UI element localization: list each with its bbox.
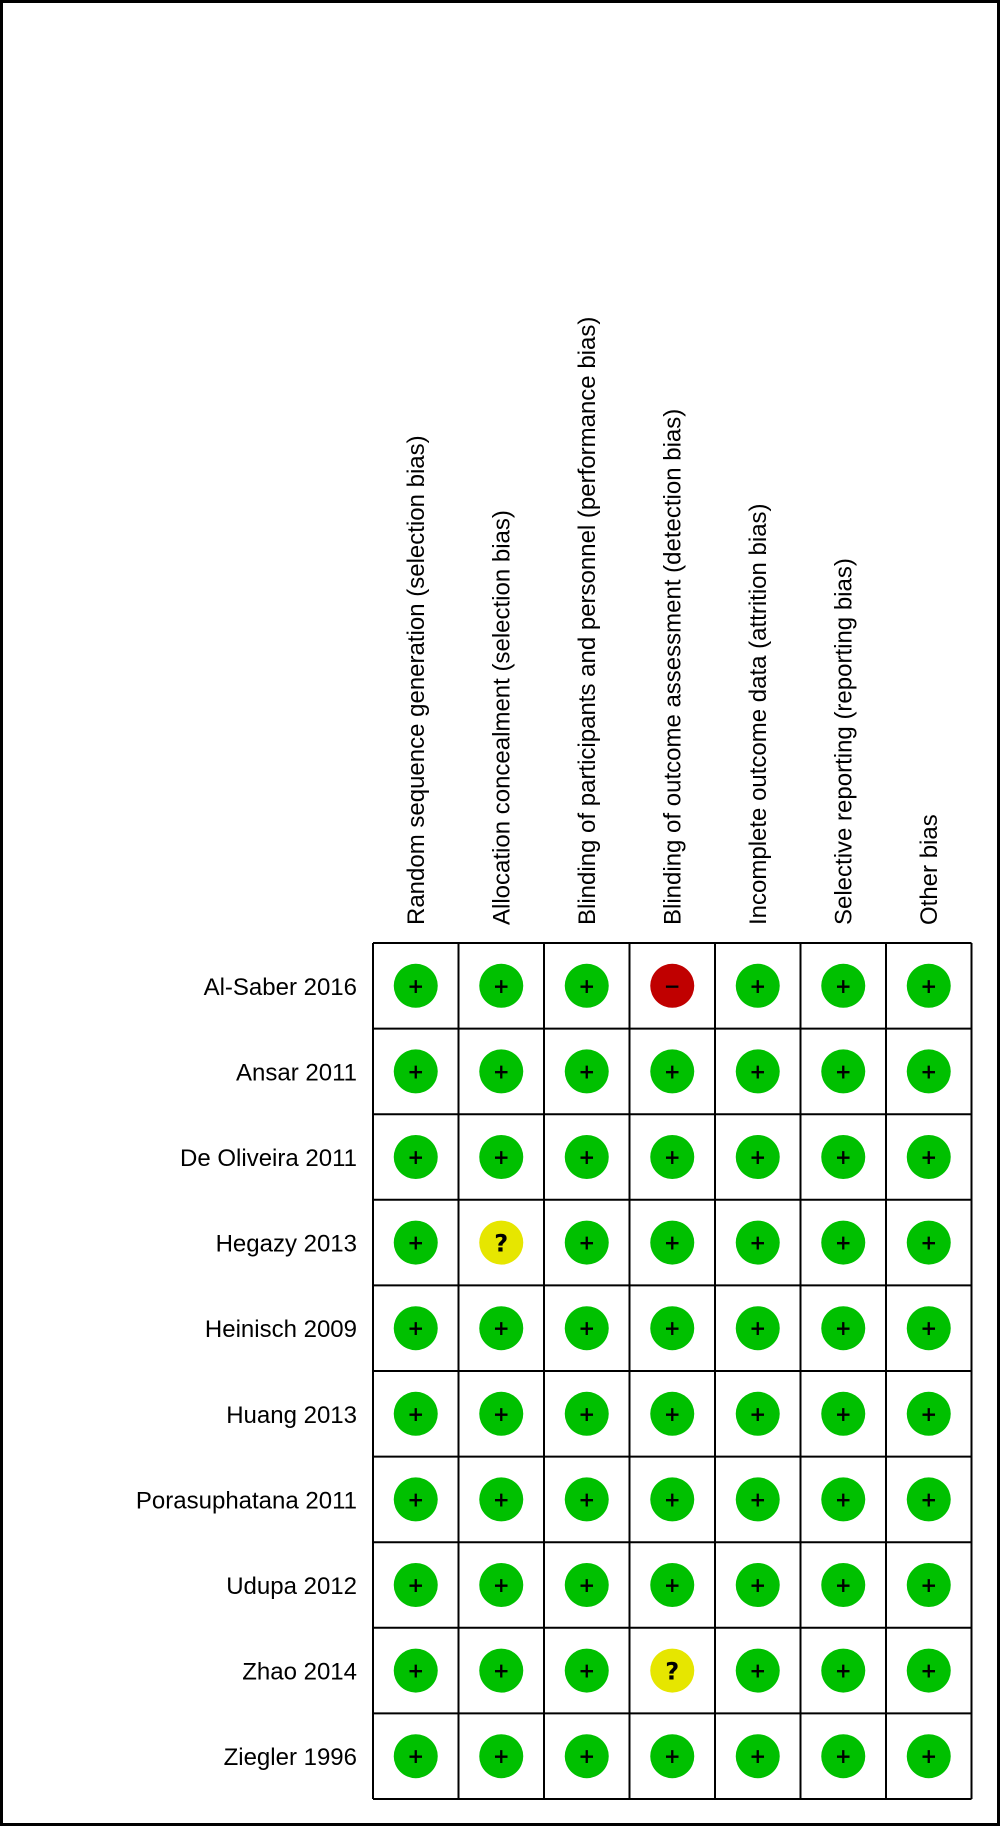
judgement-low-icon <box>565 1306 609 1350</box>
judgement-low-icon <box>650 1734 694 1778</box>
judgement-symbol: + <box>407 973 425 998</box>
judgement-symbol: + <box>920 1744 938 1769</box>
judgement-symbol: + <box>407 1401 425 1426</box>
judgement-low-icon <box>736 1306 780 1350</box>
judgement-symbol: + <box>749 1573 767 1597</box>
judgement-low-icon <box>907 964 951 1008</box>
judgement-symbol: + <box>749 973 767 998</box>
judgement-symbol: + <box>578 973 596 998</box>
judgement-symbol: + <box>920 1658 938 1683</box>
judgement-symbol: + <box>749 1059 767 1084</box>
judgement-symbol: + <box>407 1744 425 1769</box>
judgement-low-icon <box>650 1221 694 1265</box>
judgement-low-icon <box>821 1392 865 1436</box>
judgement-low-icon <box>821 964 865 1008</box>
study-label: Ansar 2011 <box>236 1059 357 1087</box>
judgement-symbol: + <box>578 1487 596 1512</box>
judgement-low-icon <box>736 1221 780 1265</box>
judgement-low-icon <box>907 1049 951 1093</box>
judgement-low-icon <box>565 1392 609 1436</box>
judgement-low-icon <box>736 1392 780 1436</box>
judgement-low-icon <box>907 1649 951 1693</box>
judgement-symbol: + <box>663 1316 681 1341</box>
domain-header: Incomplete outcome data (attrition bias) <box>744 503 772 925</box>
judgement-low-icon <box>650 1049 694 1093</box>
judgement-symbol: + <box>492 1059 510 1084</box>
judgement-symbol: ? <box>665 1657 680 1686</box>
judgement-symbol: + <box>749 1401 767 1426</box>
judgement-low-icon <box>821 1306 865 1350</box>
judgement-symbol: + <box>749 1230 767 1255</box>
domain-header: Blinding of outcome assessment (detection bias) <box>659 408 687 925</box>
judgement-low-icon <box>736 1649 780 1693</box>
judgement-low-icon <box>907 1221 951 1265</box>
judgement-low-icon <box>821 1734 865 1778</box>
judgement-low-icon <box>736 964 780 1008</box>
judgement-unclear-icon <box>650 1649 694 1693</box>
judgement-symbol: + <box>663 1573 681 1597</box>
judgement-low-icon <box>394 1477 438 1521</box>
judgement-symbol: + <box>407 1487 425 1512</box>
judgement-low-icon <box>907 1135 951 1179</box>
judgement-symbol: + <box>578 1401 596 1426</box>
judgement-symbol: + <box>492 1145 510 1169</box>
judgement-symbol: + <box>749 1145 767 1169</box>
judgement-symbol: + <box>407 1316 425 1341</box>
judgement-low-icon <box>650 1392 694 1436</box>
judgement-low-icon <box>394 1563 438 1607</box>
judgement-low-icon <box>479 1392 523 1436</box>
judgement-low-icon <box>650 1477 694 1521</box>
judgement-low-icon <box>479 1477 523 1521</box>
judgement-low-icon <box>650 1135 694 1179</box>
judgement-low-icon <box>394 964 438 1008</box>
judgement-low-icon <box>907 1477 951 1521</box>
judgement-symbol: + <box>663 1401 681 1426</box>
judgement-symbol: + <box>578 1230 596 1255</box>
judgement-low-icon <box>907 1563 951 1607</box>
judgement-low-icon <box>736 1734 780 1778</box>
judgement-low-icon <box>394 1049 438 1093</box>
judgement-low-icon <box>565 1135 609 1179</box>
study-label: Zhao 2014 <box>242 1658 357 1686</box>
judgement-symbol: + <box>578 1316 596 1341</box>
study-label: Hegazy 2013 <box>215 1230 357 1258</box>
judgement-symbol: + <box>407 1059 425 1084</box>
judgement-symbol: + <box>663 1059 681 1084</box>
judgement-symbol: + <box>920 1573 938 1597</box>
judgement-high-icon <box>650 964 694 1008</box>
study-label: Huang 2013 <box>226 1401 357 1429</box>
judgement-symbol: + <box>578 1145 596 1169</box>
judgement-low-icon <box>479 1306 523 1350</box>
judgement-low-icon <box>479 1049 523 1093</box>
judgement-low-icon <box>394 1306 438 1350</box>
judgement-symbol: + <box>578 1573 596 1597</box>
judgement-low-icon <box>565 1049 609 1093</box>
study-label: Udupa 2012 <box>226 1573 357 1600</box>
judgement-low-icon <box>565 1649 609 1693</box>
judgement-symbol: + <box>920 1230 938 1255</box>
judgement-low-icon <box>650 1563 694 1607</box>
judgement-symbol: + <box>920 1145 938 1169</box>
judgement-low-icon <box>736 1049 780 1093</box>
judgement-symbol: + <box>920 1059 938 1084</box>
judgement-low-icon <box>821 1477 865 1521</box>
judgement-low-icon <box>479 1563 523 1607</box>
judgement-low-icon <box>565 1477 609 1521</box>
judgement-symbol: + <box>834 1573 852 1597</box>
judgement-low-icon <box>907 1392 951 1436</box>
domain-header: Selective reporting (reporting bias) <box>830 558 858 925</box>
judgement-low-icon <box>565 1563 609 1607</box>
judgement-low-icon <box>821 1563 865 1607</box>
judgement-symbol: + <box>492 1744 510 1769</box>
judgement-symbol: + <box>492 1658 510 1683</box>
judgement-symbol: + <box>749 1744 767 1769</box>
judgement-low-icon <box>907 1306 951 1350</box>
study-label: Heinisch 2009 <box>204 1316 357 1344</box>
judgement-symbol: − <box>663 973 681 998</box>
judgement-symbol: + <box>407 1145 425 1169</box>
judgement-symbol: + <box>663 1744 681 1769</box>
judgement-symbol: + <box>578 1059 596 1084</box>
domain-header: Other bias <box>915 814 943 925</box>
judgement-symbol: ? <box>494 1229 509 1258</box>
judgement-symbol: + <box>834 1658 852 1683</box>
judgement-symbol: + <box>663 1230 681 1255</box>
judgement-unclear-icon <box>479 1221 523 1265</box>
judgement-symbol: + <box>407 1573 425 1597</box>
study-label: Ziegler 1996 <box>223 1744 357 1772</box>
judgement-symbol: + <box>834 1401 852 1426</box>
judgement-symbol: + <box>834 1145 852 1169</box>
judgement-symbol: + <box>920 1487 938 1512</box>
judgement-symbol: + <box>663 1487 681 1512</box>
judgement-low-icon <box>479 1135 523 1179</box>
judgement-symbol: + <box>578 1658 596 1683</box>
judgement-symbol: + <box>492 1573 510 1597</box>
judgement-symbol: + <box>407 1230 425 1255</box>
judgement-low-icon <box>736 1135 780 1179</box>
judgement-low-icon <box>821 1649 865 1693</box>
judgement-low-icon <box>907 1734 951 1778</box>
domain-header: Allocation concealment (selection bias) <box>488 510 516 925</box>
judgement-low-icon <box>479 1649 523 1693</box>
judgement-symbol: + <box>749 1487 767 1512</box>
judgement-symbol: + <box>920 1316 938 1341</box>
judgement-low-icon <box>394 1135 438 1179</box>
domain-header: Random sequence generation (selection bias) <box>402 435 430 925</box>
judgement-low-icon <box>821 1221 865 1265</box>
judgement-low-icon <box>736 1563 780 1607</box>
judgement-low-icon <box>394 1221 438 1265</box>
domain-header: Blinding of participants and personnel (performance bias) <box>573 316 601 925</box>
judgement-symbol: + <box>407 1658 425 1683</box>
judgement-low-icon <box>565 964 609 1008</box>
judgement-symbol: + <box>834 1744 852 1769</box>
study-label: Porasuphatana 2011 <box>135 1487 357 1515</box>
judgement-low-icon <box>394 1649 438 1693</box>
judgement-low-icon <box>565 1734 609 1778</box>
judgement-symbol: + <box>749 1658 767 1683</box>
judgement-symbol: + <box>749 1316 767 1341</box>
study-label: Al-Saber 2016 <box>203 973 357 1001</box>
judgement-symbol: + <box>920 1401 938 1426</box>
study-label: De Oliveira 2011 <box>180 1145 357 1172</box>
judgement-symbol: + <box>492 973 510 998</box>
judgement-symbol: + <box>492 1401 510 1426</box>
judgement-low-icon <box>821 1135 865 1179</box>
judgement-low-icon <box>479 964 523 1008</box>
judgement-symbol: + <box>492 1487 510 1512</box>
judgement-symbol: + <box>920 973 938 998</box>
judgement-symbol: + <box>834 1059 852 1084</box>
judgement-symbol: + <box>834 1487 852 1512</box>
judgement-low-icon <box>650 1306 694 1350</box>
judgement-low-icon <box>565 1221 609 1265</box>
judgement-low-icon <box>394 1392 438 1436</box>
judgement-symbol: + <box>492 1316 510 1341</box>
judgement-symbol: + <box>834 973 852 998</box>
judgement-low-icon <box>736 1477 780 1521</box>
judgement-low-icon <box>479 1734 523 1778</box>
judgement-symbol: + <box>834 1316 852 1341</box>
judgement-symbol: + <box>578 1744 596 1769</box>
judgement-low-icon <box>394 1734 438 1778</box>
judgement-symbol: + <box>834 1230 852 1255</box>
judgement-low-icon <box>821 1049 865 1093</box>
judgement-symbol: + <box>663 1145 681 1169</box>
